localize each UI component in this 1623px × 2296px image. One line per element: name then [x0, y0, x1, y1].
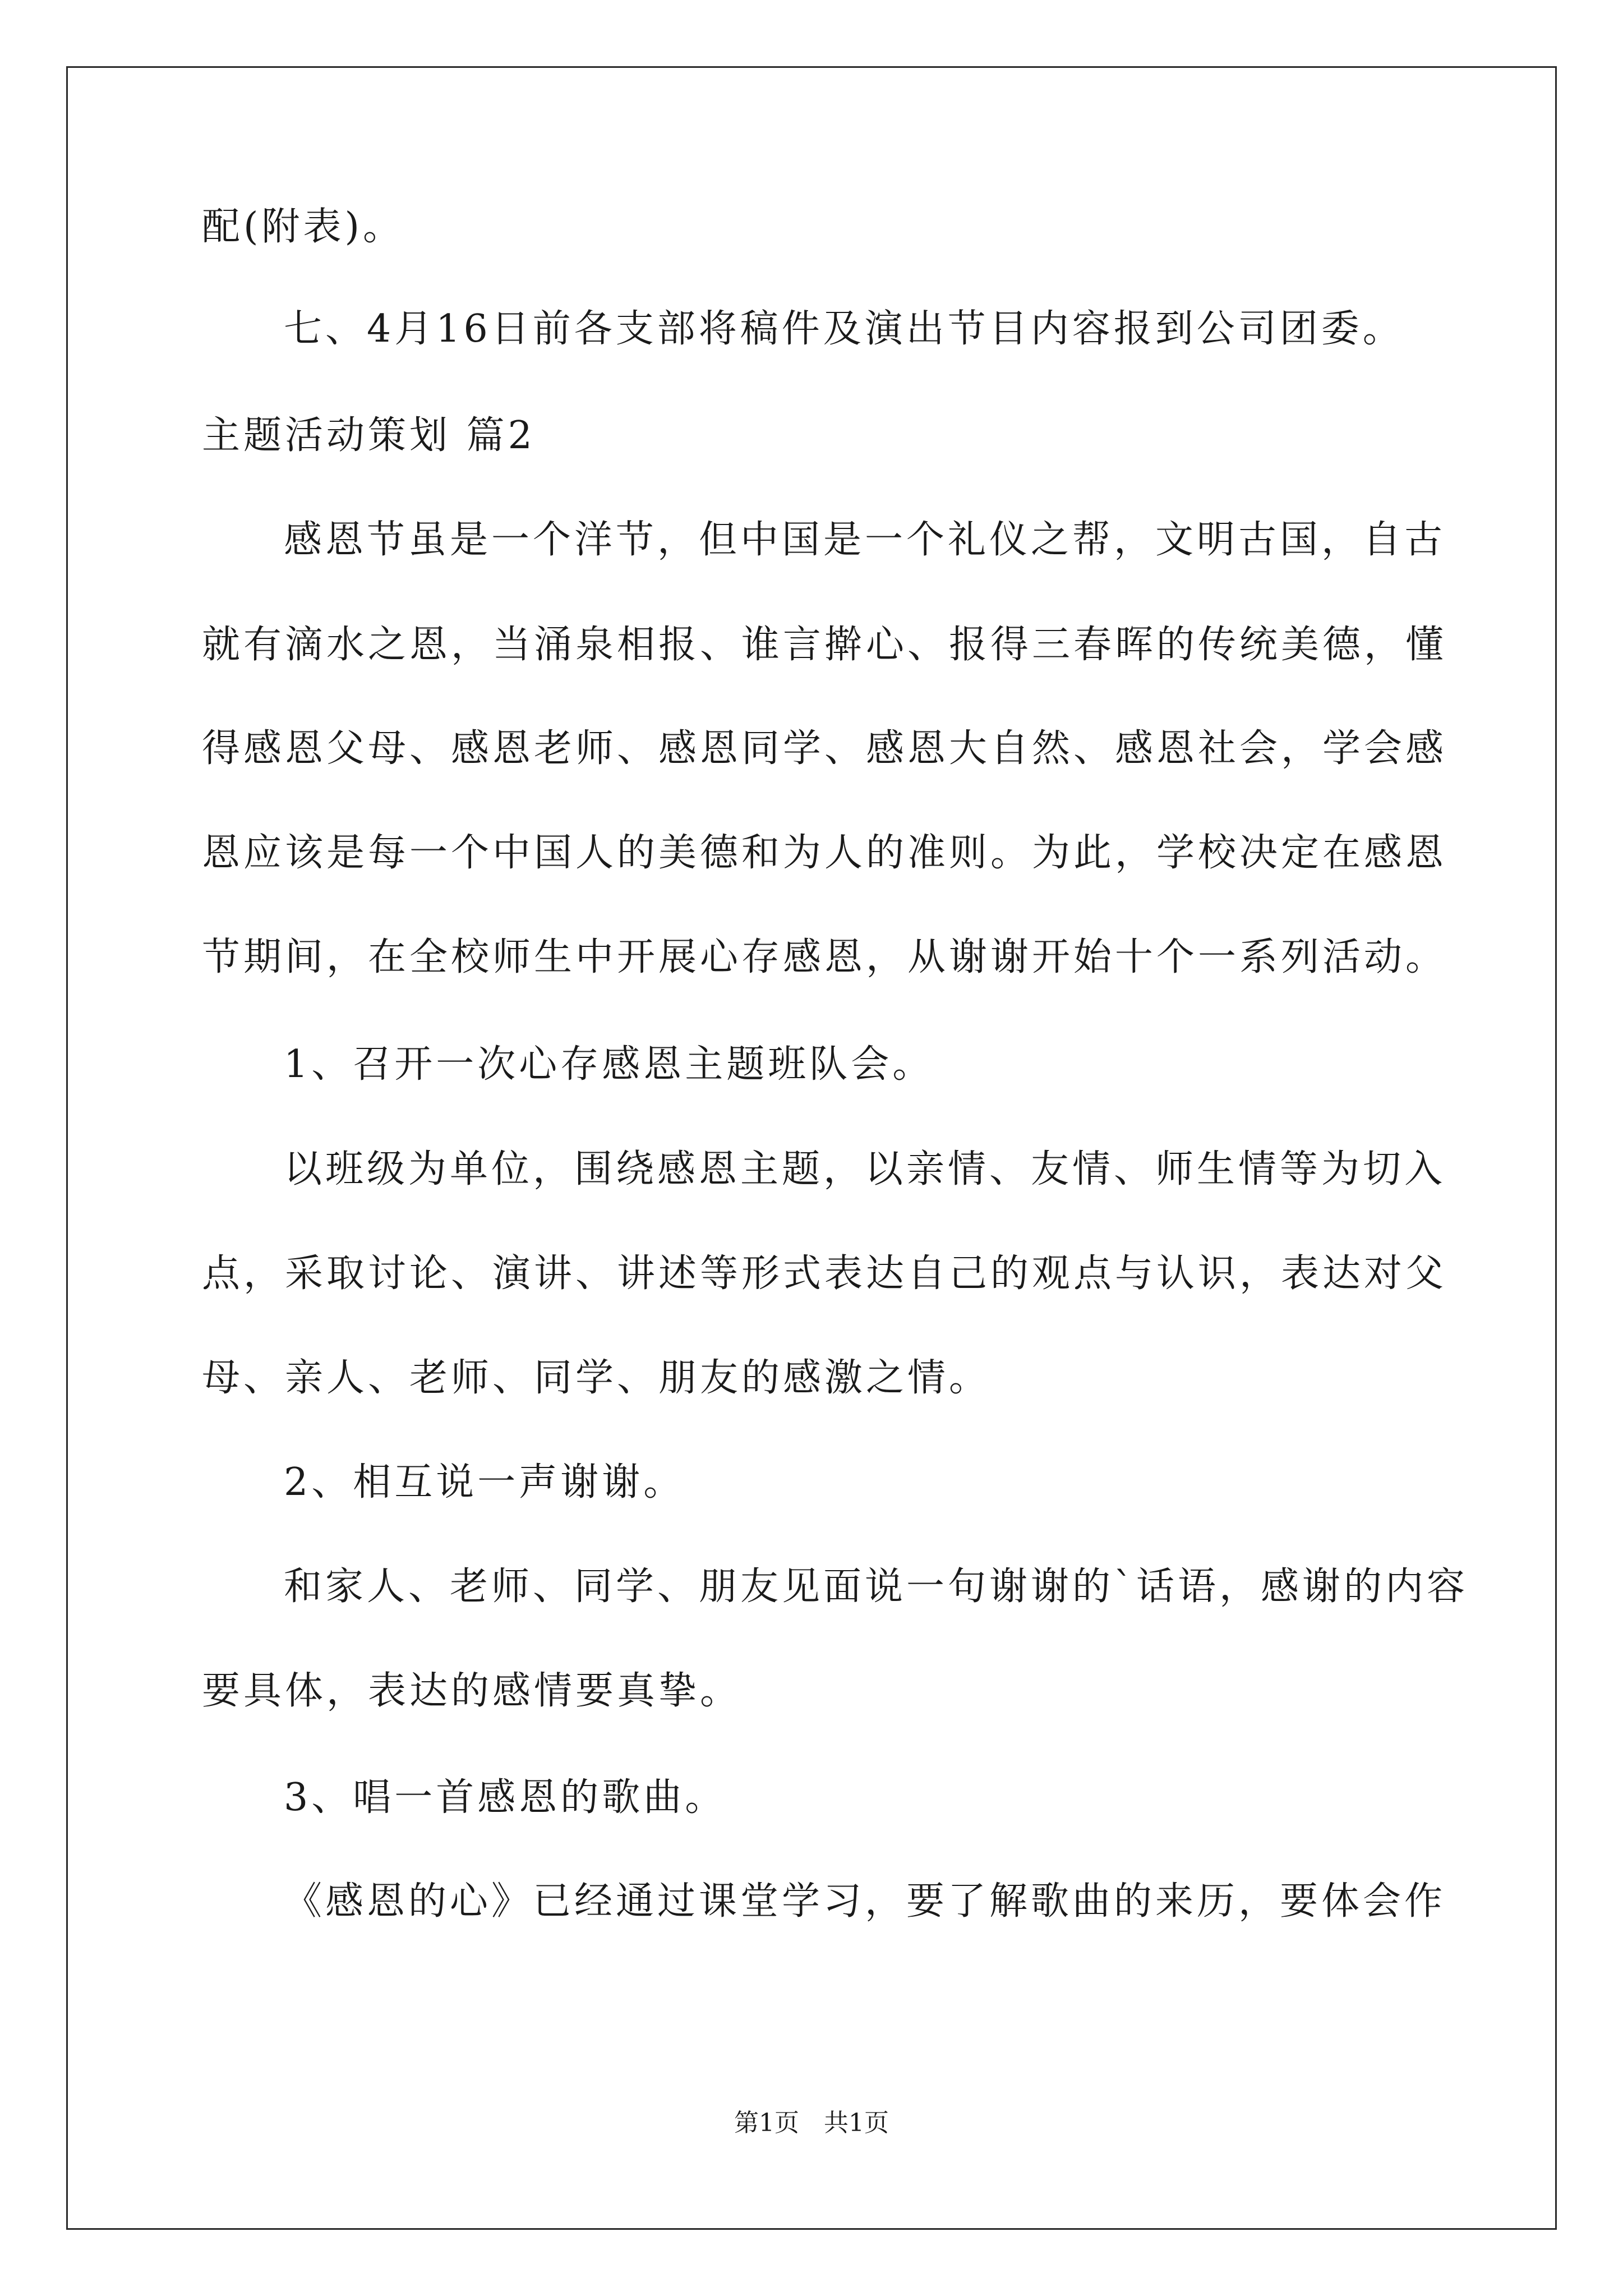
page-number-footer: 第1页 共1页	[734, 2109, 889, 2137]
text-line: 和家人、老师、同学、朋友见面说一句谢谢的`话语，感谢的内容	[284, 1565, 1469, 1609]
text-line: 母、亲人、老师、同学、朋友的感激之情。	[202, 1356, 991, 1400]
text-line: 点，采取讨论、演讲、讲述等形式表达自己的观点与认识，表达对父	[202, 1251, 1447, 1296]
text-line: 节期间，在全校师生中开展心存感恩，从谢谢开始十个一系列活动。	[202, 935, 1447, 979]
text-line: 七、4月16日前各支部将稿件及演出节目内容报到公司团委。	[284, 307, 1404, 351]
list-item-heading: 3、唱一首感恩的歌曲。	[284, 1775, 727, 1820]
list-item-heading: 1、召开一次心存感恩主题班队会。	[284, 1042, 934, 1087]
text-line: 要具体，表达的感情要真挚。	[202, 1669, 742, 1713]
section-heading: 主题活动策划 篇2	[202, 413, 536, 458]
text-line: 恩应该是每一个中国人的美德和为人的准则。为此，学校决定在感恩	[202, 831, 1447, 875]
text-line: 感恩节虽是一个洋节，但中国是一个礼仪之帮，文明古国，自古	[284, 518, 1446, 562]
text-line: 就有滴水之恩，当涌泉相报、谁言擀心、报得三春晖的传统美德，懂	[202, 623, 1447, 667]
text-line: 配(附表)。	[202, 205, 405, 249]
text-line: 以班级为单位，围绕感恩主题，以亲情、友情、师生情等为切入	[284, 1147, 1446, 1191]
list-item-heading: 2、相互说一声谢谢。	[284, 1460, 685, 1504]
text-line: 《感恩的心》已经通过课堂学习，要了解歌曲的来历，要体会作	[284, 1879, 1446, 1924]
text-line: 得感恩父母、感恩老师、感恩同学、感恩大自然、感恩社会，学会感	[202, 726, 1447, 771]
